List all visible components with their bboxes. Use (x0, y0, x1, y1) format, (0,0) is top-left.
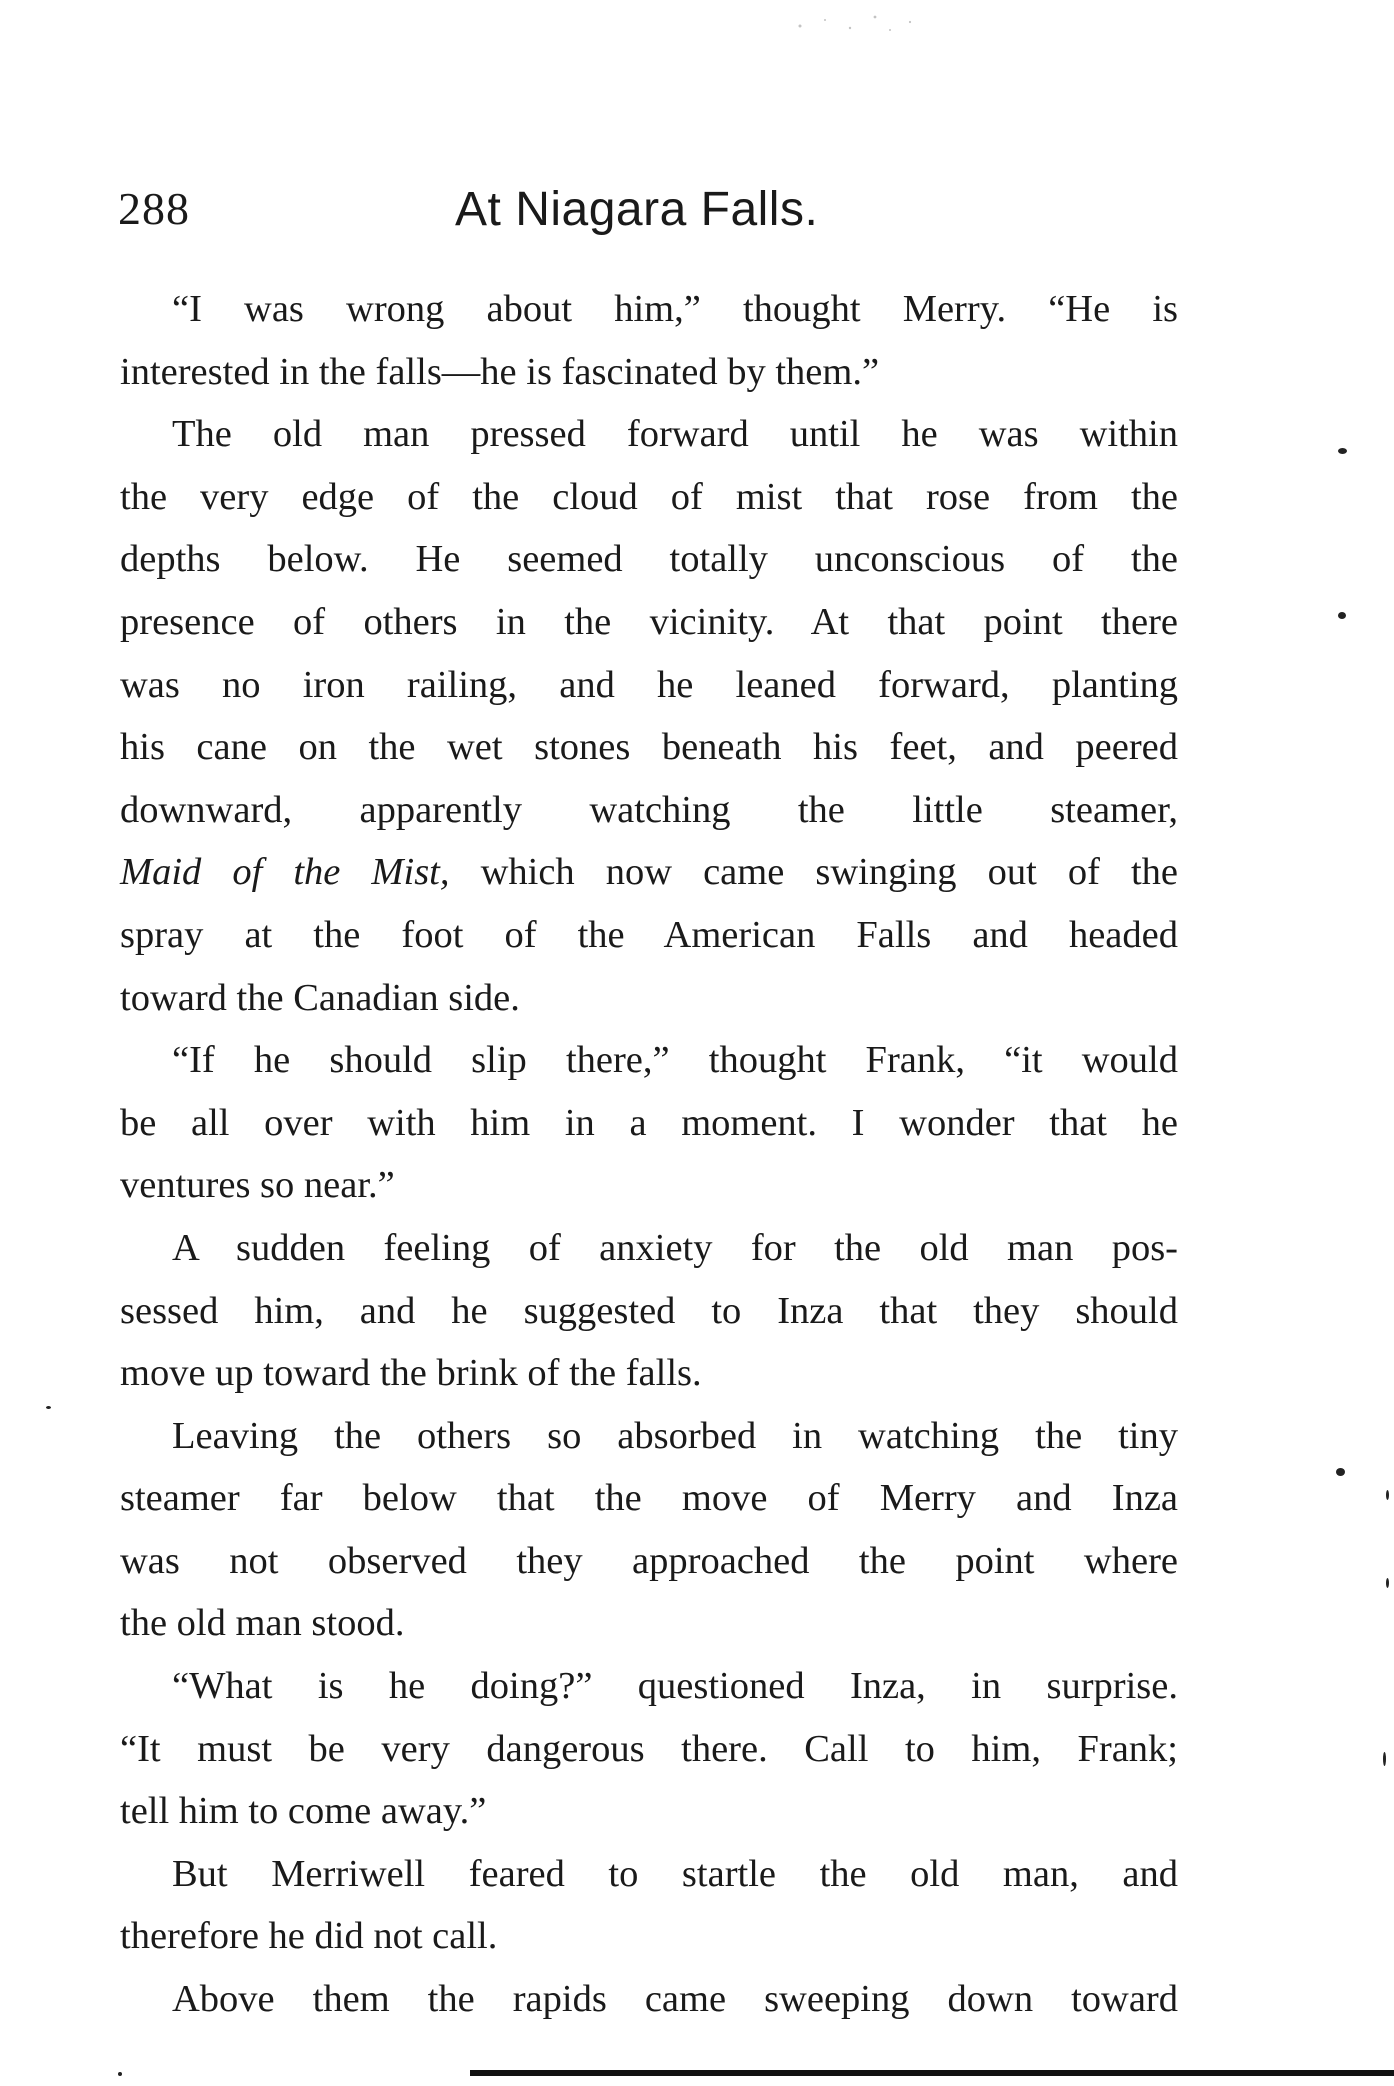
paragraph (120, 1968, 1178, 2031)
text-line: The old man pressed forward until he was within (172, 413, 1178, 456)
text-line: “What is he doing?” questioned Inza, in surprise. (172, 1665, 1178, 1708)
text-line: was no iron railing, and he leaned forward, planting (120, 663, 1178, 706)
scan-speck (1338, 448, 1347, 454)
paragraph (120, 1029, 1178, 1217)
scan-speck (1386, 1578, 1389, 1588)
scan-speck (118, 2072, 122, 2076)
scan-speck (1338, 612, 1346, 619)
text-line: move up toward the brink of the falls. (120, 1352, 702, 1395)
text-fragment: which now came swinging out of the (480, 851, 1178, 894)
scan-speck (1386, 1490, 1389, 1500)
scan-speck (46, 1406, 51, 1409)
text-line: “It must be very dangerous there. Call to him, Frank; (120, 1727, 1178, 1770)
scan-noise-mark (780, 8, 930, 38)
ship-name: Maid of the Mist, (120, 851, 450, 894)
text-line: the very edge of the cloud of mist that rose from the (120, 475, 1178, 518)
text-line: A sudden feeling of anxiety for the old man pos- (172, 1226, 1178, 1269)
text-line: presence of others in the vicinity. At that point there (120, 600, 1178, 643)
paragraph (120, 1217, 1178, 1405)
bottom-rule (470, 2070, 1394, 2076)
paragraph (120, 403, 1178, 1029)
text-line: “I was wrong about him,” thought Merry. “He is (172, 288, 1178, 330)
text-line: downward, apparently watching the little steamer, (120, 788, 1178, 831)
paragraph (120, 278, 1178, 403)
paragraph (120, 1843, 1178, 1968)
text-line: Leaving the others so absorbed in watching the tiny (172, 1414, 1178, 1457)
page-number: 288 (118, 183, 190, 234)
paragraph (120, 1405, 1178, 1655)
text-line: the old man stood. (120, 1602, 405, 1645)
text-line: “If he should slip there,” thought Frank, “it would (172, 1039, 1178, 1082)
text-line: was not observed they approached the point where (120, 1539, 1178, 1582)
text-line: Above them the rapids came sweeping down toward (172, 1978, 1178, 2021)
text-line: But Merriwell feared to startle the old man, and (172, 1852, 1178, 1895)
text-line: toward the Canadian side. (120, 976, 520, 1019)
page-header (118, 182, 1178, 252)
text-line: his cane on the wet stones beneath his feet, and peered (120, 726, 1178, 769)
text-line: tell him to come away.” (120, 1790, 487, 1833)
paragraph (120, 1655, 1178, 1843)
text-line: spray at the foot of the American Falls and headed (120, 913, 1178, 956)
text-line: steamer far below that the move of Merry and Inza (120, 1477, 1178, 1520)
text-line (120, 841, 1178, 904)
text-line: sessed him, and he suggested to Inza that they should (120, 1289, 1178, 1332)
text-line: ventures so near.” (120, 1164, 395, 1207)
text-line: interested in the falls—he is fascinated by them.” (120, 350, 880, 393)
body-text (120, 278, 1178, 2031)
scan-speck (1383, 1752, 1386, 1766)
text-line: depths below. He seemed totally unconscious of the (120, 538, 1178, 581)
scan-speck (1336, 1468, 1345, 1476)
text-line: be all over with him in a moment. I wonder that he (120, 1101, 1178, 1144)
text-line: therefore he did not call. (120, 1915, 498, 1958)
running-title: At Niagara Falls. (455, 183, 819, 236)
